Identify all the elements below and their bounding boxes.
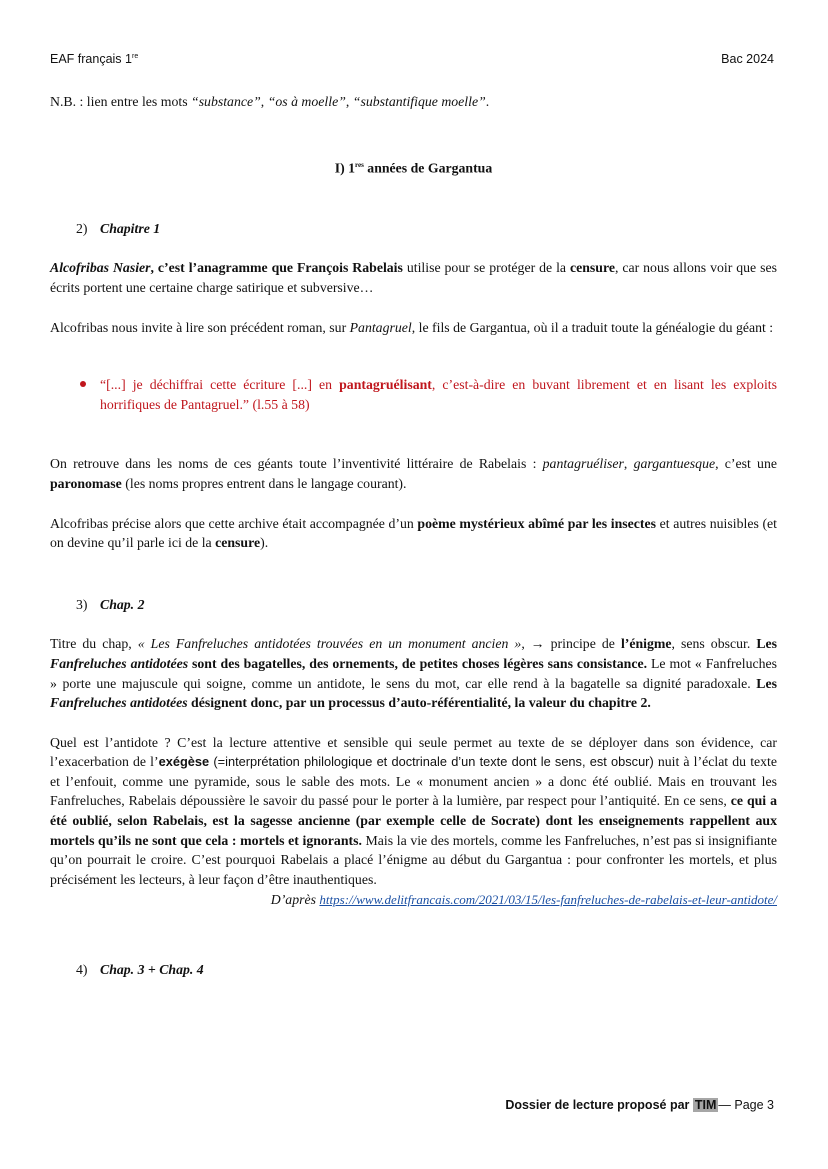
chapter-heading-1: 2) Chapitre 1: [76, 220, 161, 236]
chap1-paragraph-3: On retrouve dans les noms de ces géants toute l’inventivité littéraire de Rabelais : pantagruéliser, gargantuesque, c’est une paronomase (les noms propres entrent dans le langage courant).: [50, 456, 777, 491]
bullet-dot-icon: [80, 381, 86, 387]
page-footer: Dossier de lecture proposé par TIM — Page 3: [505, 1098, 774, 1112]
author-tag: TIM: [694, 1098, 717, 1112]
chap1-paragraph-2: Alcofribas nous invite à lire son précédent roman, sur Pantagruel, le fils de Gargantua, où il a traduit toute la généalogie du géant :: [50, 319, 774, 335]
chapter-heading-3: 4) Chap. 3 + Chap. 4: [76, 962, 204, 978]
source-citation: D’après https://www.delitfrancais.com/2021/03/15/les-fanfreluches-de-rabelais-et-leur-antidote/: [270, 892, 777, 908]
header-exam: Bac 2024: [721, 52, 774, 66]
quote-bullet: [50, 375, 777, 414]
chap2-paragraph-2: Quel est l’antidote ? C’est la lecture attentive et sensible qui seule permet au texte de se déployer dans son évidence, car l’exacerbation de l’exégèse (=interprétation philologique et doctrinale d’un texte dont le sens, est obscur) nuit à l’éclat du texte et l’enfouit, comme une pyramide, sous le sable des mots. Le « monument ancien » a donc été oublié. Mais en trouvant les Fanfreluches, Rabelais dépoussière le savoir du passé pour le porter à la lumière, par respect pour l’antiquité. En ce sens, ce qui a été oublié, selon Rabelais, est la sagesse ancienne (par exemple celle de Socrate) dont les enseignements rappellent aux mortels qu’ils ne sont que cela : mortels et ignorants. Mais la vie des mortels, comme les Fanfreluches, n’est pas si insignifiante qu’on pourrait le croire. C’est pourquoi Rabelais a placé l’énigme au début du Gargantua : pour confronter les mortels, et plus précisément les lecteurs, à leur façon d’être inauthentiques.: [50, 734, 778, 887]
source-link[interactable]: https://www.delitfrancais.com/2021/03/15/les-fanfreluches-de-rabelais-et-leur-antidote/: [319, 892, 777, 908]
chap2-paragraph-1: Titre du chap, « Les Fanfreluches antidotées trouvées en un monument ancien », → principe de l’énigme, sens obscur. Les Fanfreluches antidotées sont des bagatelles, des ornements, de petites choses légères sans consistance. Le mot « Fanfreluches » porte une majuscule qui soigne, comme un antidote, le sens du mot, car elle rend à la bagatelle sa dignité paradoxale. Les Fanfreluches antidotées désignent donc, par un processus d’auto-référentialité, la valeur du chapitre 2.: [50, 636, 778, 711]
nb-note: N.B. : lien entre les mots “substance”, “os à moelle”, “substantifique moelle”.: [50, 94, 490, 109]
chap1-paragraph-4: Alcofribas précise alors que cette archive était accompagnée d’un poème mystérieux abîmé par les insectes et autres nuisibles (et on devine qu’il parle ici de la censure).: [50, 515, 777, 551]
document-body: [50, 92, 777, 1000]
header-course: EAF français 1re: [50, 52, 139, 66]
section-title: I) 1res années de Gargantua: [334, 160, 493, 176]
quote-text: “[...] je déchiffrai cette écriture [...] en pantagruélisant, c’est-à-dire en buvant librement et en lisant les exploits horrifiques de Pantagruel.” (l.55 à 58): [100, 377, 777, 412]
chap1-paragraph-1: Alcofribas Nasier, c’est l’anagramme que François Rabelais utilise pour se protéger de la censure, car nous allons voir que ses écrits portent une certaine charge satirique et subversive…: [50, 260, 777, 295]
chapter-heading-2: 3) Chap. 2: [76, 596, 145, 612]
